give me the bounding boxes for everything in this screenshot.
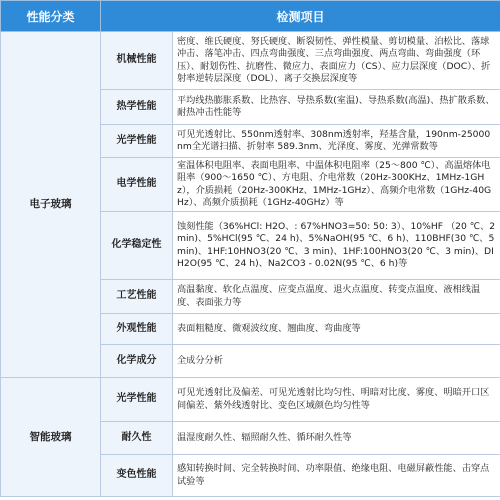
items-optical: 可见光透射比、550nm透射率、308nm透射率，羟基含量，190nm-25000nm全光谱扫描、折射率 589.3nm、光泽度、雾度、光弹常数等 bbox=[173, 125, 500, 158]
items-color-change: 感知转换时间、完全转换时间、功率限值、绝缘电阻、电磁屏蔽性能、击穿点试验等 bbox=[173, 455, 500, 497]
items-composition: 全成分分析 bbox=[173, 345, 500, 378]
category-electronic-glass: 电子玻璃 bbox=[1, 32, 101, 378]
header-category: 性能分类 bbox=[1, 1, 101, 32]
subcategory-smart-optical: 光学性能 bbox=[101, 378, 173, 422]
items-mechanical: 密度、维氏硬度、努氏硬度、断裂韧性、弹性模量、剪切模量、泊松比、落球冲击、落笔冲击、四点弯曲强度、三点弯曲强度、两点弯曲、弯曲强度（环压）、耐划伤性、抗磨性、微应力、表面应力（CS）、应力层深度（DOC）、折射率逆转层深度（DOL）、离子交换层深度等 bbox=[173, 32, 500, 90]
items-smart-optical: 可见光透射比及偏差、可见光透射比均匀性、明暗对比度、雾度、明暗开口区间偏差、紫外线透射比、变色区域颜色均匀性等 bbox=[173, 378, 500, 422]
header-items: 检测项目 bbox=[101, 1, 500, 32]
subcategory-optical: 光学性能 bbox=[101, 125, 173, 158]
subcategory-process: 工艺性能 bbox=[101, 280, 173, 314]
subcategory-chemical-stability: 化学稳定性 bbox=[101, 212, 173, 280]
items-durability: 温湿度耐久性、辐照耐久性、循环耐久性等 bbox=[173, 422, 500, 455]
subcategory-mechanical: 机械性能 bbox=[101, 32, 173, 90]
subcategory-appearance: 外观性能 bbox=[101, 314, 173, 345]
table-header-row bbox=[1, 1, 500, 32]
items-thermal: 平均线热膨胀系数、比热容、导热系数(室温)、导热系数(高温)、热扩散系数、耐热冲击性能等 bbox=[173, 90, 500, 125]
subcategory-electrical: 电学性能 bbox=[101, 158, 173, 212]
table-row bbox=[1, 378, 500, 422]
subcategory-thermal: 热学性能 bbox=[101, 90, 173, 125]
subcategory-color-change: 变色性能 bbox=[101, 455, 173, 497]
items-electrical: 室温体积电阻率、表面电阻率、中温体积电阻率（25～800 ℃）、高温熔体电阻率（900～1650 ℃）、方电阻、介电常数（20Hz-300KHz、1MHz-1GHz），介质损耗（20Hz-300KHz、1MHz-1GHz）、高频介电常数（1GHz-40GHz）、高频介质损耗（1GHz-40GHz）等 bbox=[173, 158, 500, 212]
table-row bbox=[1, 32, 500, 90]
items-process: 高温黏度、软化点温度、应变点温度、退火点温度、转变点温度、液相线温度、表面张力等 bbox=[173, 280, 500, 314]
subcategory-durability: 耐久性 bbox=[101, 422, 173, 455]
items-chemical-stability: 蚀刻性能（36%HCl: H2O、: 67%HNO3=50: 50: 3）、10%HF （20 ℃、2 min)、5%HCl(95 ℃、24 h)、5%NaOH(95 ℃、6 h)、110BHF(30 ℃、5 min)、1HF:10HNO3(20 ℃、3 min)、1HF:100HNO3(20 ℃、3 min)、DI H2O(95 ℃、24 h)、Na2CO3 - 0.02N(95 ℃、6 h)等 bbox=[173, 212, 500, 280]
subcategory-composition: 化学成分 bbox=[101, 345, 173, 378]
category-smart-glass: 智能玻璃 bbox=[1, 378, 101, 497]
items-appearance: 表面粗糙度、微观波纹度、翘曲度、弯曲度等 bbox=[173, 314, 500, 345]
